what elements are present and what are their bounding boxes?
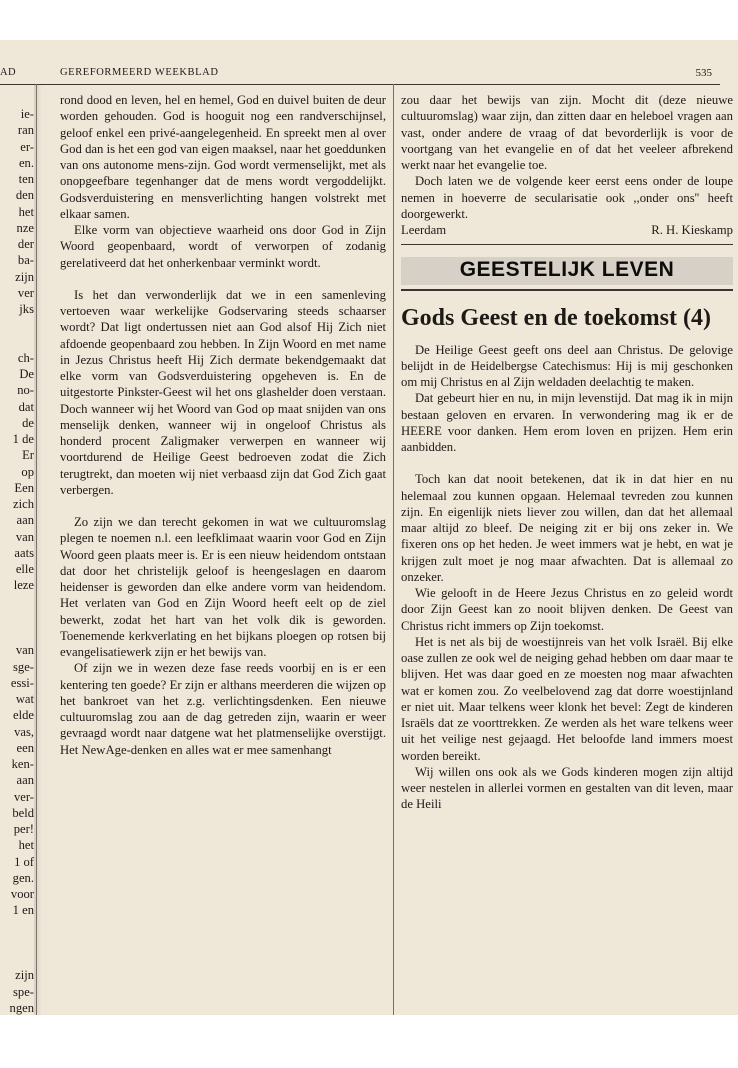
fragment-line: aats [14,545,34,560]
fragment-line [0,334,34,350]
fragment-line: den [15,188,34,203]
paragraph: rond dood en leven, hel en hemel, God en duivel buiten de deur worden gehouden. God is hooguit nog een randverschijnsel, geloof enkel een privé-aangelegenheid. En spreekt men al over God dan is het een god van eigen maaksel, naar het goeddunken van ons autonome mens-zijn. God wordt vermenselijkt, met als onopgeefbare tegenhanger dat de mens wordt vergoddelijkt. Godsverduistering en mensverlichting hangen volstrekt met elkaar samen. [60,93,386,221]
article-signoff [401,222,733,238]
left-column [60,92,386,758]
fragment-line: 1 en [12,903,34,918]
newspaper-page [0,40,738,1015]
fragment-line: ie- [20,107,34,121]
fragment-line: ran [17,123,34,138]
fragment-line: ch- [17,350,34,365]
fragment-line: aan [16,773,34,788]
fragment-line: zijn [15,968,34,983]
section-rule [401,244,733,245]
fragment-line: de [22,415,34,430]
article-title: Gods Geest en de toekomst (4) [401,304,711,331]
right-column [401,92,733,813]
fragment-line: van [15,643,34,658]
fragment-line: beld [12,805,34,820]
fragment-line: ten [18,172,34,186]
paragraph: Doch laten we de volgende keer eerst eens onder de loupe nemen in hoeverre de secularisatie ook ,,onder ons'' heeft doorgewerkt. [401,174,733,221]
fragment-line [0,951,34,967]
paragraph-gap [60,498,386,514]
fragment-line: ken- [11,757,34,771]
fragment-line: op [21,464,34,479]
fragment-line: dat [18,399,34,414]
previous-page-column-fragment [0,106,34,1015]
fragment-line: ngen [9,1000,34,1015]
fragment-line: gen. [12,870,34,885]
fragment-line: aan [16,513,34,528]
fragment-line: 1 of [14,854,34,869]
fragment-line [0,594,34,610]
paragraph: Toch kan dat nooit betekenen, dat ik in dat hier en nu helemaal zou kunnen opgaan. Helemaal tevreden zou kunnen zijn. En eigenlijk niets liever zou willen, dan dat het allemaal maar altijd zo bleef. De neiging zit er bij ons zeker in. We fixeren ons op het heden. Je weet immers wat je hebt, en wat je krijgen zult moet je nog maar afwachten. Dat is allemaal zo onzeker. [401,472,733,584]
article-body [401,342,733,813]
paragraph: Zo zijn we dan terecht gekomen in wat we cultuuromslag plegen te noemen n.l. een leefklimaat waarin voor God en Zijn Woord geen plaats meer is. Er is een nieuw heidendom ontstaan dat door het christelijk geloof is heengeslagen en daarom heidenser is geworden dan elke andere vorm van heidendom. Het verlaten van God en Zijn Woord heeft eelt op de ziel bewerkt, zodat het hart van het volk dik is geworden. Toenemende kerkverlating en het bijkans ploegen op rotsen bij evangelisatiewerk zijn er het bewijs van. [60,515,386,659]
fragment-line: der [17,237,34,251]
fragment-line: Een [14,480,34,495]
fragment-line: nze [16,220,34,235]
fragment-line: ver- [13,789,34,804]
fragment-line: het [18,204,34,219]
paragraph: Dat gebeurt hier en nu, in mijn levenstijd. Dat mag ik in mijn bestaan geloven en ervaren. In verwondering mag ik er de HEERE voor danken. Hem erom loven en prijzen. Hem erin aanbidden. [401,391,733,454]
fragment-line: van [15,529,34,544]
paragraph: Of zijn we in wezen deze fase reeds voorbij en is er een kentering ten goede? Er zijn er althans meerderen die wijzen op het bankroet van het z.g. verlichtingsdenken. Een nieuwe cultuuromslag zou aan de dag getreden zijn, waarin er weer gevraagd wordt naar datgene wat het platmenselijke overstijgt. Het NewAge-denken en alles wat er mee samenhangt [60,661,386,757]
fragment-line: essi- [10,675,34,690]
paragraph: Elke vorm van objectieve waarheid ons door God in Zijn Woord geopenbaard, wordt of verworpen of zodanig gerelativeerd dat het onherkenbaar verminkt wordt. [60,223,386,270]
fragment-line: een [16,740,34,755]
fragment-line: leze [13,578,34,593]
fragment-line: ba- [17,253,34,268]
fragment-line [0,626,34,642]
paragraph: Is het dan verwonderlijk dat we in een samenleving vertoeven waar werkelijke Godservaring steeds schaarser wordt? Dat ligt ondertussen niet aan God alsof Hij Zich niet afdoende geopenbaard zou hebben. In Zijn Woord en met name in Jezus Christus heeft Hij Zich dermate bekendgemaakt dat elke vorm van Godsverduistering opgeheven is. En de uitgestorte Pinkster-Geest wil het ons glashelder doen verstaan. Doch wanneer wij het Woord van God op maat snijden van ons menselijk denken, wanneer wij in ongeloof Christus als honderd procent Zaligmaker verwerpen en wanneer wij voortdurend de Heilige Geest bedroeven zodat die Zich terugtrekt, dan moeten wij niet verbaasd zijn dat God Zich gaat verbergen. [60,287,386,497]
column-divider-middle [393,84,394,1015]
running-head: GEREFORMEERD WEEKBLAD [60,67,219,78]
paragraph: Het is net als bij de woestijnreis van het volk Israël. Bij elke oase zullen ze ook wel de neiging gehad hebben om daar maar te blijven. Het was daar goed en ze moesten nog maar afwachten wat er komen zou. Zo veelbelovend zag dat dorre woestijnland er niet uit. Maar telkens weer klonk het bevel: Zegt de kinderen Israëls dat ze voorttrekken. Ze werden als het ware telkens weer uit het veilige nest gejaagd. Het beloofde land immers moest worden bereikt. [401,634,733,763]
header-rule [0,84,720,85]
fragment-line: ver [17,285,34,300]
fragment-line: wat [15,692,34,706]
signoff-author: R. H. Kieskamp [651,223,733,237]
column-divider-left [36,84,37,1015]
paragraph-gap [60,271,386,287]
fragment-line: Er [22,448,34,463]
fragment-line: elde [13,708,34,723]
fragment-line: De [19,367,34,381]
page-number: 535 [695,67,712,79]
previous-article-ending [401,92,733,222]
fragment-line: spe- [13,984,34,999]
paragraph-gap [401,455,733,471]
section-banner: GEESTELIJK LEVEN [401,257,733,284]
paragraph: zou daar het bewijs van zijn. Mocht dit (deze nieuwe cultuuromslag) waar zijn, dan zitten daar en heleboel vragen aan vast, onder andere de vraag of dat bevorderlijk is voor de voortgang van het evangelie en of dat het veeleer afbrekend werkt naar het evangelie toe. [401,93,733,172]
previous-page-header-fragment: AD [0,67,16,78]
fragment-line: zijn [15,269,34,284]
banner-rule [401,289,733,291]
fragment-line: jks [19,302,34,316]
fragment-line: 1 de [12,432,34,446]
fragment-line: no- [17,383,34,398]
fragment-line [0,317,34,333]
fragment-line: er- [20,139,34,154]
fragment-line: per! [13,822,34,836]
signoff-place: Leerdam [401,223,447,237]
fragment-line: het [18,838,34,853]
paragraph: Wie gelooft in de Heere Jezus Christus en zo geleid wordt door Zijn Geest kan zo nooit blijven denken. De Geest van Christus richt immers op Zijn toekomst. [401,586,733,633]
fragment-line: vas, [14,724,34,739]
paragraph: Wij willen ons ook als we Gods kinderen mogen zijn altijd weer nestelen in allerlei vormen en gestalten van dit leven, maar de Heili [401,764,733,812]
fragment-line [0,919,34,935]
fragment-line: elle [15,562,34,576]
fragment-line: voor [10,887,34,901]
fragment-line [0,935,34,951]
paragraph: De Heilige Geest geeft ons deel aan Christus. De gelovige belijdt in de Heidelbergse Catechismus: Hij is mij geschonken om mij Christus en al Zijn weldaden deelachtig te maken. [401,342,733,389]
fragment-line: sge- [13,659,34,674]
fragment-line: zich [13,497,34,511]
fragment-line [0,610,34,626]
fragment-line: en. [18,155,34,170]
